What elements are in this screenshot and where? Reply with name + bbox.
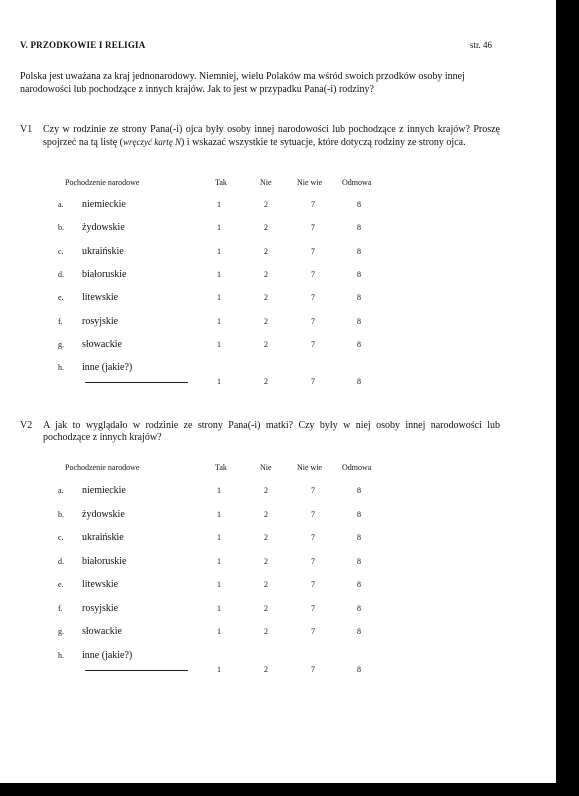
- column-no: Nie: [260, 178, 272, 187]
- column-yes: Tak: [215, 463, 227, 472]
- row-letter: b.: [58, 223, 64, 233]
- row-label: rosyjskie: [82, 315, 119, 327]
- answer-row: [58, 602, 385, 617]
- code-yes: 1: [217, 316, 221, 326]
- code-refusal: 8: [357, 246, 361, 256]
- code-refusal: 8: [357, 509, 361, 519]
- code-dont-know: 7: [311, 486, 315, 495]
- code-no: 2: [264, 509, 268, 519]
- row-letter: g.: [58, 627, 64, 636]
- row-label: niemieckie: [82, 199, 126, 210]
- row-label: słowackie: [82, 626, 122, 637]
- code-no: 2: [264, 556, 268, 566]
- answer-row: [58, 579, 385, 593]
- code-yes: 1: [217, 603, 221, 613]
- code-no: 2: [264, 627, 268, 636]
- code-dont-know: 7: [311, 627, 315, 636]
- code-no: 2: [264, 223, 268, 233]
- row-letter: h.: [58, 363, 64, 373]
- answer-row: [58, 532, 385, 546]
- answer-row: [58, 245, 385, 260]
- row-label: litewskie: [82, 579, 119, 590]
- answer-row: [58, 315, 385, 330]
- code-refusal: 8: [357, 269, 361, 279]
- question-number: V2: [20, 420, 33, 431]
- code-refusal: 8: [357, 200, 361, 209]
- code-refusal: 8: [357, 533, 361, 542]
- answer-row: [58, 362, 385, 387]
- code-refusal: 8: [357, 486, 361, 495]
- code-dont-know: 7: [311, 246, 315, 256]
- code-yes: 1: [217, 377, 221, 387]
- code-yes: 1: [217, 664, 221, 674]
- table-header: [65, 463, 385, 475]
- answer-row: [58, 649, 385, 674]
- code-dont-know: 7: [311, 223, 315, 233]
- question-text: A jak to wyglądało w rodzinie ze strony Pana(-i) matki? Czy były w niej osoby innej narodowości lub pochodzące z innych krajów?: [43, 420, 500, 443]
- code-dont-know: 7: [311, 603, 315, 613]
- section-title: V. PRZODKOWIE I RELIGIA: [20, 40, 146, 50]
- code-yes: 1: [217, 533, 221, 542]
- code-yes: 1: [217, 246, 221, 256]
- code-dont-know: 7: [311, 269, 315, 279]
- code-no: 2: [264, 533, 268, 542]
- code-refusal: 8: [357, 627, 361, 636]
- row-letter: c.: [58, 246, 64, 256]
- row-letter: h.: [58, 650, 64, 660]
- row-letter: d.: [58, 269, 64, 279]
- question-v2: [20, 420, 500, 444]
- code-no: 2: [264, 246, 268, 256]
- code-yes: 1: [217, 580, 221, 589]
- code-yes: 1: [217, 486, 221, 495]
- code-dont-know: 7: [311, 664, 315, 674]
- row-letter: d.: [58, 556, 64, 566]
- row-letter: e.: [58, 580, 64, 589]
- row-label: inne (jakie?): [82, 362, 133, 374]
- table-header: [65, 178, 385, 190]
- row-label: słowackie: [82, 338, 122, 350]
- answer-row: [58, 626, 385, 640]
- write-in-line[interactable]: [85, 382, 188, 383]
- code-dont-know: 7: [311, 556, 315, 566]
- code-no: 2: [264, 664, 268, 674]
- row-letter: f.: [58, 603, 63, 613]
- column-refusal: Odmowa: [342, 463, 372, 472]
- intro-paragraph: Polska jest uważana za kraj jednonarodowy. Niemniej, wielu Polaków ma wśród swoich przodków osoby innej narodowości lub pochodzące z innych krajów. Jak to jest w przypadku Pana(-i) rodziny?: [20, 71, 465, 95]
- code-yes: 1: [217, 200, 221, 209]
- code-dont-know: 7: [311, 377, 315, 387]
- row-label: białoruskie: [82, 268, 127, 280]
- page-number: str. 46: [470, 40, 493, 50]
- code-dont-know: 7: [311, 580, 315, 589]
- row-label: białoruskie: [82, 555, 127, 567]
- code-refusal: 8: [357, 223, 361, 233]
- code-yes: 1: [217, 223, 221, 233]
- code-yes: 1: [217, 556, 221, 566]
- code-dont-know: 7: [311, 200, 315, 209]
- answer-row: [58, 268, 385, 283]
- code-dont-know: 7: [311, 339, 315, 349]
- question-number: V1: [20, 124, 33, 135]
- question-text: Czy w rodzinie ze strony Pana(-i) ojca były osoby innej narodowości lub pochodzące z innych krajów? Proszę spojrzeć na tą listę (wręczyć kartę N) i wskazać wszystkie te sytuacje, które dotyczą rodziny ze strony ojca.: [43, 124, 500, 148]
- code-refusal: 8: [357, 603, 361, 613]
- column-yes: Tak: [215, 178, 227, 187]
- answer-row: [58, 485, 385, 499]
- answer-row: [58, 199, 385, 213]
- row-label: żydowskie: [82, 508, 125, 520]
- row-label: ukraińskie: [82, 532, 124, 543]
- row-letter: g.: [58, 339, 64, 349]
- answer-row: [58, 338, 385, 353]
- row-letter: e.: [58, 293, 64, 303]
- code-refusal: 8: [357, 664, 361, 674]
- row-label: ukraińskie: [82, 245, 124, 257]
- code-no: 2: [264, 316, 268, 326]
- row-label: niemieckie: [82, 485, 126, 496]
- code-no: 2: [264, 293, 268, 303]
- code-refusal: 8: [357, 316, 361, 326]
- row-letter: a.: [58, 200, 64, 209]
- row-label: inne (jakie?): [82, 649, 133, 661]
- answer-row: [58, 222, 385, 236]
- column-dont-know: Nie wie: [297, 463, 323, 472]
- code-dont-know: 7: [311, 509, 315, 519]
- code-refusal: 8: [357, 339, 361, 349]
- column-origin: Pochodzenie narodowe: [65, 178, 140, 187]
- row-label: żydowskie: [82, 222, 125, 234]
- answer-row: [58, 555, 385, 570]
- row-label: litewskie: [82, 292, 119, 304]
- code-no: 2: [264, 580, 268, 589]
- code-yes: 1: [217, 627, 221, 636]
- code-refusal: 8: [357, 377, 361, 387]
- row-letter: f.: [58, 316, 63, 326]
- column-no: Nie: [260, 463, 272, 472]
- code-refusal: 8: [357, 556, 361, 566]
- code-refusal: 8: [357, 293, 361, 303]
- column-dont-know: Nie wie: [297, 178, 323, 187]
- code-yes: 1: [217, 509, 221, 519]
- code-yes: 1: [217, 269, 221, 279]
- code-no: 2: [264, 486, 268, 495]
- code-dont-know: 7: [311, 533, 315, 542]
- row-letter: a.: [58, 486, 64, 495]
- code-no: 2: [264, 339, 268, 349]
- code-no: 2: [264, 269, 268, 279]
- code-no: 2: [264, 200, 268, 209]
- interviewer-instruction: wręczyć kartę N: [122, 137, 181, 147]
- code-yes: 1: [217, 293, 221, 303]
- answer-row: [58, 292, 385, 306]
- code-yes: 1: [217, 339, 221, 349]
- write-in-line[interactable]: [85, 670, 188, 671]
- row-label: rosyjskie: [82, 602, 119, 614]
- code-no: 2: [264, 377, 268, 387]
- row-letter: c.: [58, 533, 64, 542]
- code-dont-know: 7: [311, 316, 315, 326]
- column-origin: Pochodzenie narodowe: [65, 463, 140, 472]
- answer-row: [58, 508, 385, 523]
- code-no: 2: [264, 603, 268, 613]
- row-letter: b.: [58, 509, 64, 519]
- column-refusal: Odmowa: [342, 178, 372, 187]
- code-refusal: 8: [357, 580, 361, 589]
- code-dont-know: 7: [311, 293, 315, 303]
- question-v1: [20, 124, 500, 149]
